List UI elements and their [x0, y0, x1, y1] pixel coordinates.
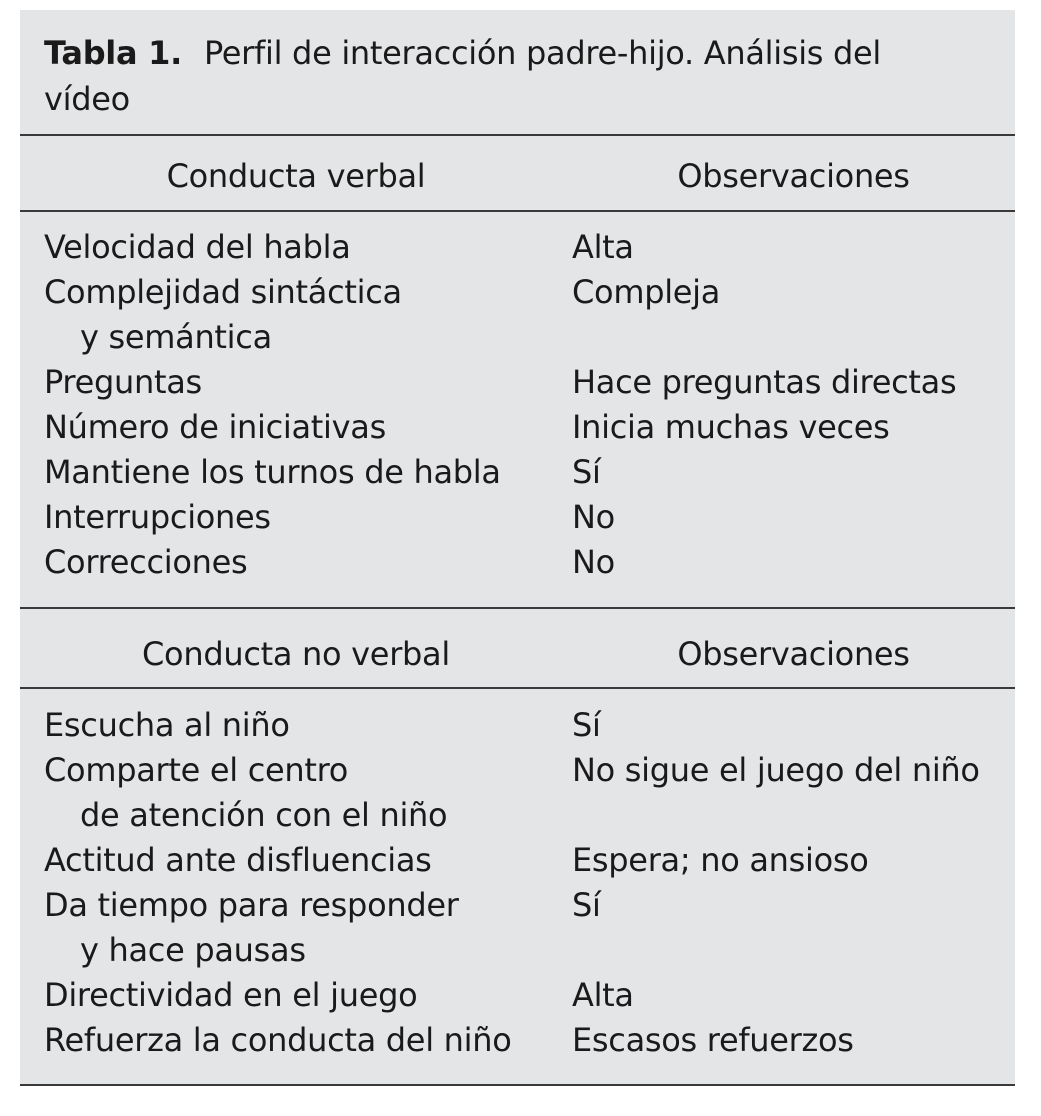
- table-row: [44, 748, 1004, 793]
- header-conducta-no-verbal: Conducta no verbal: [142, 635, 450, 673]
- row-observation: No sigue el juego del niño: [572, 751, 980, 789]
- row-observation: Alta: [572, 976, 634, 1014]
- row-observation: Escasos refuerzos: [572, 1021, 854, 1059]
- rule-section-divider: [20, 607, 1015, 609]
- row-observation: Hace preguntas directas: [572, 363, 957, 401]
- row-item: Correcciones: [44, 543, 248, 581]
- row-item-continuation: y semántica: [80, 318, 272, 356]
- row-item: Comparte el centro: [44, 751, 349, 789]
- rule-header-1: [20, 210, 1015, 212]
- row-observation: Inicia muchas veces: [572, 408, 890, 446]
- row-item: Actitud ante disfluencias: [44, 841, 432, 879]
- row-observation: [608, 315, 1004, 360]
- row-observation: No: [572, 498, 615, 536]
- row-observation: Sí: [572, 886, 601, 924]
- row-item-continuation: de atención con el niño: [80, 796, 448, 834]
- row-item: Escucha al niño: [44, 706, 290, 744]
- row-item: Refuerza la conducta del niño: [44, 1021, 512, 1059]
- section-nonverbal-rows: [44, 703, 1004, 1063]
- header-conducta-verbal: Conducta verbal: [166, 157, 426, 195]
- rule-bottom: [20, 1084, 1015, 1086]
- header-observaciones-1: Observaciones: [677, 157, 910, 195]
- row-item: Mantiene los turnos de habla: [44, 453, 501, 491]
- table-row: [44, 450, 1004, 495]
- row-observation: [608, 928, 1004, 973]
- rule-header-2: [20, 687, 1015, 689]
- row-observation: Sí: [572, 453, 601, 491]
- table-row: [44, 495, 1004, 540]
- table-row: [44, 540, 1004, 585]
- row-item: Velocidad del habla: [44, 228, 351, 266]
- row-observation: Espera; no ansioso: [572, 841, 869, 879]
- section-verbal-rows: [44, 225, 1004, 585]
- table-row: [44, 405, 1004, 450]
- row-item: Interrupciones: [44, 498, 271, 536]
- table-row: [44, 928, 1004, 973]
- header-observaciones-2: Observaciones: [677, 635, 910, 673]
- table-row: [44, 838, 1004, 883]
- row-observation: No: [572, 543, 615, 581]
- table-label: Tabla 1.: [44, 34, 182, 72]
- row-observation: Sí: [572, 706, 601, 744]
- table-row: [44, 1018, 1004, 1063]
- table-row: [44, 315, 1004, 360]
- table-row: [44, 225, 1004, 270]
- row-item: Número de iniciativas: [44, 408, 386, 446]
- table-row: [44, 793, 1004, 838]
- row-item: Preguntas: [44, 363, 202, 401]
- table-title: Perfil de interacción padre-hijo. Análisis del vídeo: [44, 34, 882, 118]
- row-item: Directividad en el juego: [44, 976, 418, 1014]
- table-row: [44, 360, 1004, 405]
- table-caption: [44, 30, 944, 122]
- row-observation: [608, 793, 1004, 838]
- table-row: [44, 883, 1004, 928]
- row-observation: Alta: [572, 228, 634, 266]
- table-row: [44, 703, 1004, 748]
- rule-top: [20, 134, 1015, 136]
- table-panel: [20, 10, 1015, 1086]
- row-observation: Compleja: [572, 273, 721, 311]
- table-row: [44, 973, 1004, 1018]
- row-item: Complejidad sintáctica: [44, 273, 402, 311]
- row-item-continuation: y hace pausas: [80, 931, 306, 969]
- row-item: Da tiempo para responder: [44, 886, 459, 924]
- table-row: [44, 270, 1004, 315]
